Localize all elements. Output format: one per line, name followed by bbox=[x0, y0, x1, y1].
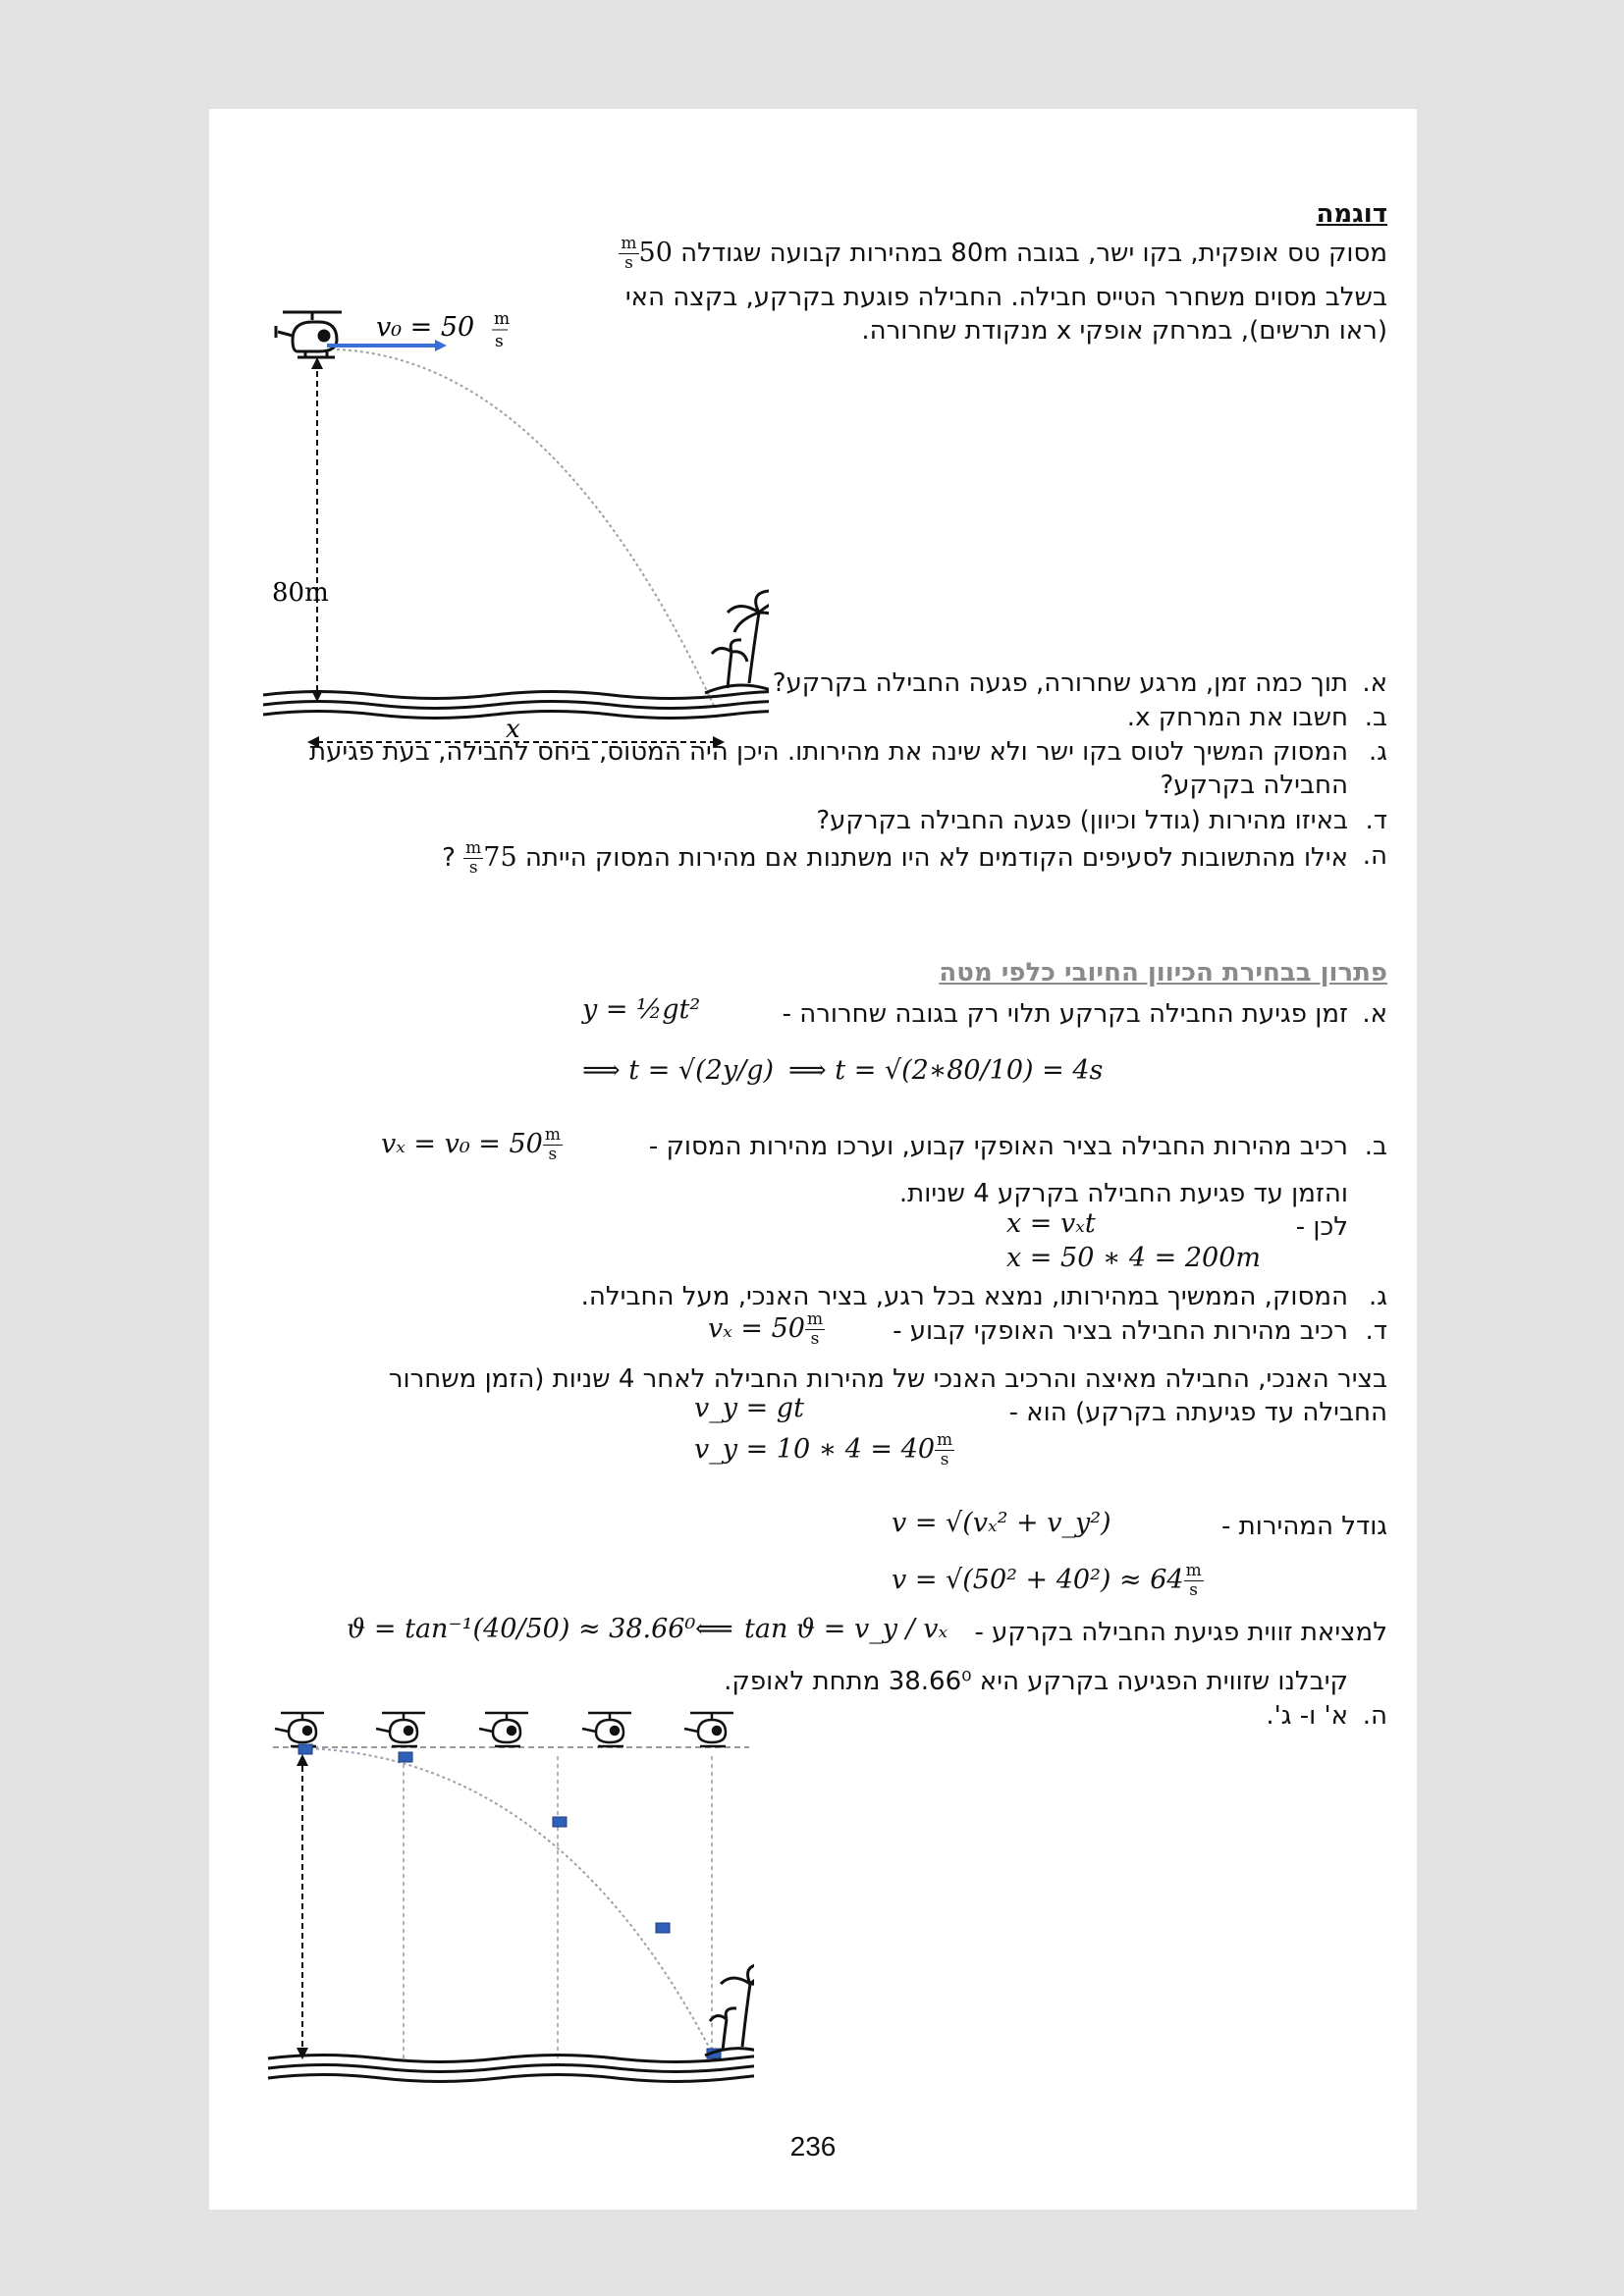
svg-text:s: s bbox=[495, 332, 504, 351]
solution-d-eq2: v_y = gt bbox=[694, 1393, 804, 1423]
solution-a: א. זמן פגיעת החבילה בקרקע תלוי רק בגובה שחרורה - bbox=[782, 999, 1387, 1029]
solution-d-line-3: החבילה עד פגיעתה בקרקע) הוא - bbox=[1008, 1398, 1387, 1427]
question-e: ה. אילו מהתשובות לסעיפים הקודמים לא היו משתנות אם מהירות המסוק הייתה 75 $\frac{m}{s}$ ? bbox=[442, 838, 1387, 878]
solution-d-eq6: tan ϑ = v_y / vₓ bbox=[744, 1614, 948, 1644]
trajectory-sequence-diagram bbox=[263, 1707, 754, 2109]
document-page bbox=[209, 109, 1417, 2210]
solution-d-angle-text: למציאת זווית פגיעת החבילה בקרקע - bbox=[974, 1618, 1387, 1647]
trajectory-path bbox=[304, 1748, 712, 2053]
example-title: דוגמה bbox=[1316, 199, 1387, 229]
ground-waves bbox=[268, 2056, 754, 2082]
example-speed-value: 50 $\frac{m}{s}$ bbox=[621, 234, 673, 273]
implies-arrow: ⟸ bbox=[695, 1614, 733, 1644]
helicopter-icon bbox=[276, 312, 342, 357]
example-line-2: בשלב מסוים משחרר הטייס חבילה. החבילה פוגעת בקרקע, בקצה האי bbox=[624, 283, 1387, 312]
trajectory-path bbox=[337, 349, 715, 708]
question-b: ב. חשבו את המרחק x. bbox=[1126, 703, 1387, 732]
example-line-1-text: מסוק טס אופקית, בקו ישר, בגובה 80m במהירות קבועה שגודלה bbox=[680, 239, 1387, 268]
x-label: x bbox=[506, 715, 520, 744]
helicopter-icon bbox=[582, 1713, 631, 1746]
solution-b-eq2: x = vₓt bbox=[1006, 1208, 1096, 1239]
page-number: 236 bbox=[789, 2131, 837, 2162]
example-line-3: (ראו תרשים), במרחק אופקי x מנקודת שחרורה. bbox=[861, 316, 1387, 346]
package-markers bbox=[298, 1744, 721, 2058]
solution-e: ה. א' ו- ג'. bbox=[1266, 1701, 1387, 1731]
helicopter-icon bbox=[275, 1713, 324, 1746]
helicopter-icon bbox=[479, 1713, 528, 1746]
solution-a-eq1: y = ½gt² bbox=[582, 994, 701, 1025]
solution-a-eq2-left: ⟹ t = √(2y/g) bbox=[582, 1055, 775, 1086]
solution-a-eq2-right: ⟹ t = √(2∗80/10) = 4s bbox=[788, 1055, 1104, 1086]
question-d: ד. באיזו מהירות (גודל וכיוון) פגעה החבילה בקרקע? bbox=[816, 806, 1387, 835]
solution-title: פתרון בבחירת הכיוון החיובי כלפי מטה bbox=[939, 958, 1387, 988]
helicopter-icon bbox=[376, 1713, 425, 1746]
question-e-speed: 75 $\frac{m}{s}$ bbox=[465, 838, 517, 878]
height-label: 80m bbox=[272, 578, 329, 608]
question-c-line-2: החבילה בקרקע? bbox=[1160, 771, 1348, 800]
solution-b-eq3: x = 50 ∗ 4 = 200m bbox=[1006, 1243, 1261, 1273]
helicopter-icon bbox=[684, 1713, 733, 1746]
solution-d-result: קיבלנו שזווית הפגיעה בקרקע היא 38.66⁰ מתחת לאופק. bbox=[724, 1667, 1348, 1696]
example-line-1 bbox=[619, 235, 1387, 273]
svg-text:m: m bbox=[494, 309, 511, 329]
solution-b: ב. רכיב מהירות החבילה בציר האופקי קבוע, וערכו מהירות המסוק - bbox=[648, 1132, 1387, 1161]
question-c: ג. המסוק המשיך לטוס בקו ישר ולא שינה את מהירותו. היכן היה המטוס, ביחס לחבילה, בעת פגיעת bbox=[309, 737, 1387, 767]
question-a: א. תוך כמה זמן, מרגע שחרורה, פגעה החבילה בקרקע? bbox=[772, 668, 1387, 698]
helicopter-row bbox=[275, 1713, 733, 1746]
solution-d-eq: vₓ = 50 $\frac{m}{s}$ bbox=[708, 1309, 824, 1349]
solution-d-eq5: v = √(50² + 40²) ≈ 64 $\frac{m}{s}$ bbox=[892, 1561, 1202, 1600]
solution-b-eq: vₓ = v₀ = 50 $\frac{m}{s}$ bbox=[381, 1125, 561, 1164]
vertical-guides bbox=[404, 1756, 712, 2060]
solution-d-speed-text: גודל המהירות - bbox=[1221, 1512, 1387, 1541]
solution-d-eq4: v = √(vₓ² + v_y²) bbox=[892, 1508, 1111, 1538]
solution-c: ג. המסוק, הממשיך במהירותו, נמצא בכל רגע, בציר האנכי, מעל החבילה. bbox=[580, 1282, 1387, 1311]
solution-d: ד. רכיב מהירות החבילה בציר האופקי קבוע - bbox=[893, 1316, 1387, 1346]
solution-b-line-3: לכן - bbox=[1295, 1212, 1348, 1242]
solution-d-line-2: בציר האנכי, החבילה מאיצה והרכיב האנכי של מהירות החבילה לאחר 4 שניות (הזמן משחרור bbox=[388, 1364, 1387, 1394]
solution-d-eq7: ϑ = tan⁻¹(40/50) ≈ 38.66⁰ bbox=[347, 1614, 696, 1644]
solution-d-eq3: v_y = 10 ∗ 4 = 40 $\frac{m}{s}$ bbox=[694, 1430, 953, 1469]
v0-label: v₀ = 50 bbox=[376, 312, 475, 343]
solution-b-line-2: והזמן עד פגיעת החבילה בקרקע 4 שניות. bbox=[898, 1179, 1348, 1208]
